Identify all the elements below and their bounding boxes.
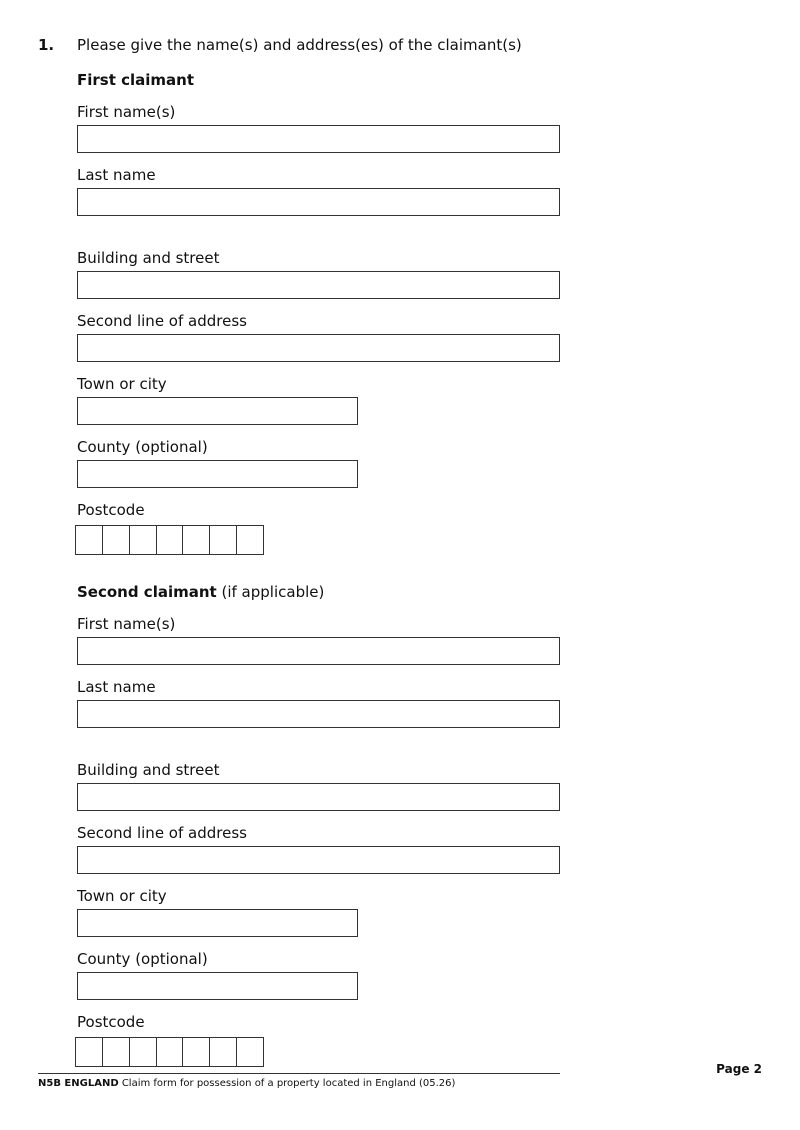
second-claimant-heading-text: Second claimant (77, 583, 217, 601)
footer-text (38, 1078, 455, 1089)
first-claimant-last-name-label: Last name (77, 166, 156, 184)
postcode-cell[interactable] (76, 1038, 103, 1066)
second-claimant-first-names-field[interactable] (77, 637, 560, 665)
postcode-cell[interactable] (237, 1038, 263, 1066)
first-claimant-building-label: Building and street (77, 249, 220, 267)
first-claimant-town-field[interactable] (77, 397, 358, 425)
second-claimant-second-line-label: Second line of address (77, 824, 247, 842)
footer-form-code: N5B ENGLAND (38, 1078, 119, 1089)
postcode-cell[interactable] (76, 526, 103, 554)
second-claimant-postcode-label: Postcode (77, 1013, 145, 1031)
first-claimant-postcode-label: Postcode (77, 501, 145, 519)
first-claimant-county-label: County (optional) (77, 438, 208, 456)
second-claimant-town-label: Town or city (77, 887, 167, 905)
second-claimant-heading (77, 583, 324, 601)
postcode-cell[interactable] (183, 526, 210, 554)
second-claimant-last-name-label: Last name (77, 678, 156, 696)
postcode-cell[interactable] (130, 1038, 157, 1066)
first-claimant-county-field[interactable] (77, 460, 358, 488)
first-claimant-second-line-field[interactable] (77, 334, 560, 362)
second-claimant-postcode-field[interactable] (75, 1037, 264, 1067)
postcode-cell[interactable] (210, 1038, 237, 1066)
first-claimant-heading: First claimant (77, 71, 195, 89)
second-claimant-building-field[interactable] (77, 783, 560, 811)
second-claimant-first-names-label: First name(s) (77, 615, 176, 633)
postcode-cell[interactable] (210, 526, 237, 554)
page-number: Page 2 (716, 1062, 762, 1076)
first-claimant-second-line-label: Second line of address (77, 312, 247, 330)
postcode-cell[interactable] (237, 526, 263, 554)
first-claimant-town-label: Town or city (77, 375, 167, 393)
postcode-cell[interactable] (157, 526, 184, 554)
footer-form-title: Claim form for possession of a property located in England (05.26) (121, 1078, 456, 1089)
question-text: Please give the name(s) and address(es) of the claimant(s) (77, 36, 522, 54)
footer-divider (38, 1073, 560, 1074)
second-claimant-last-name-field[interactable] (77, 700, 560, 728)
first-claimant-first-names-field[interactable] (77, 125, 560, 153)
first-claimant-postcode-field[interactable] (75, 525, 264, 555)
postcode-cell[interactable] (183, 1038, 210, 1066)
first-claimant-last-name-field[interactable] (77, 188, 560, 216)
postcode-cell[interactable] (103, 1038, 130, 1066)
second-claimant-county-label: County (optional) (77, 950, 208, 968)
first-claimant-building-field[interactable] (77, 271, 560, 299)
second-claimant-town-field[interactable] (77, 909, 358, 937)
postcode-cell[interactable] (103, 526, 130, 554)
second-claimant-heading-suffix: (if applicable) (216, 583, 325, 601)
postcode-cell[interactable] (157, 1038, 184, 1066)
postcode-cell[interactable] (130, 526, 157, 554)
question-number: 1. (38, 36, 55, 54)
first-claimant-first-names-label: First name(s) (77, 103, 176, 121)
second-claimant-second-line-field[interactable] (77, 846, 560, 874)
second-claimant-building-label: Building and street (77, 761, 220, 779)
second-claimant-county-field[interactable] (77, 972, 358, 1000)
